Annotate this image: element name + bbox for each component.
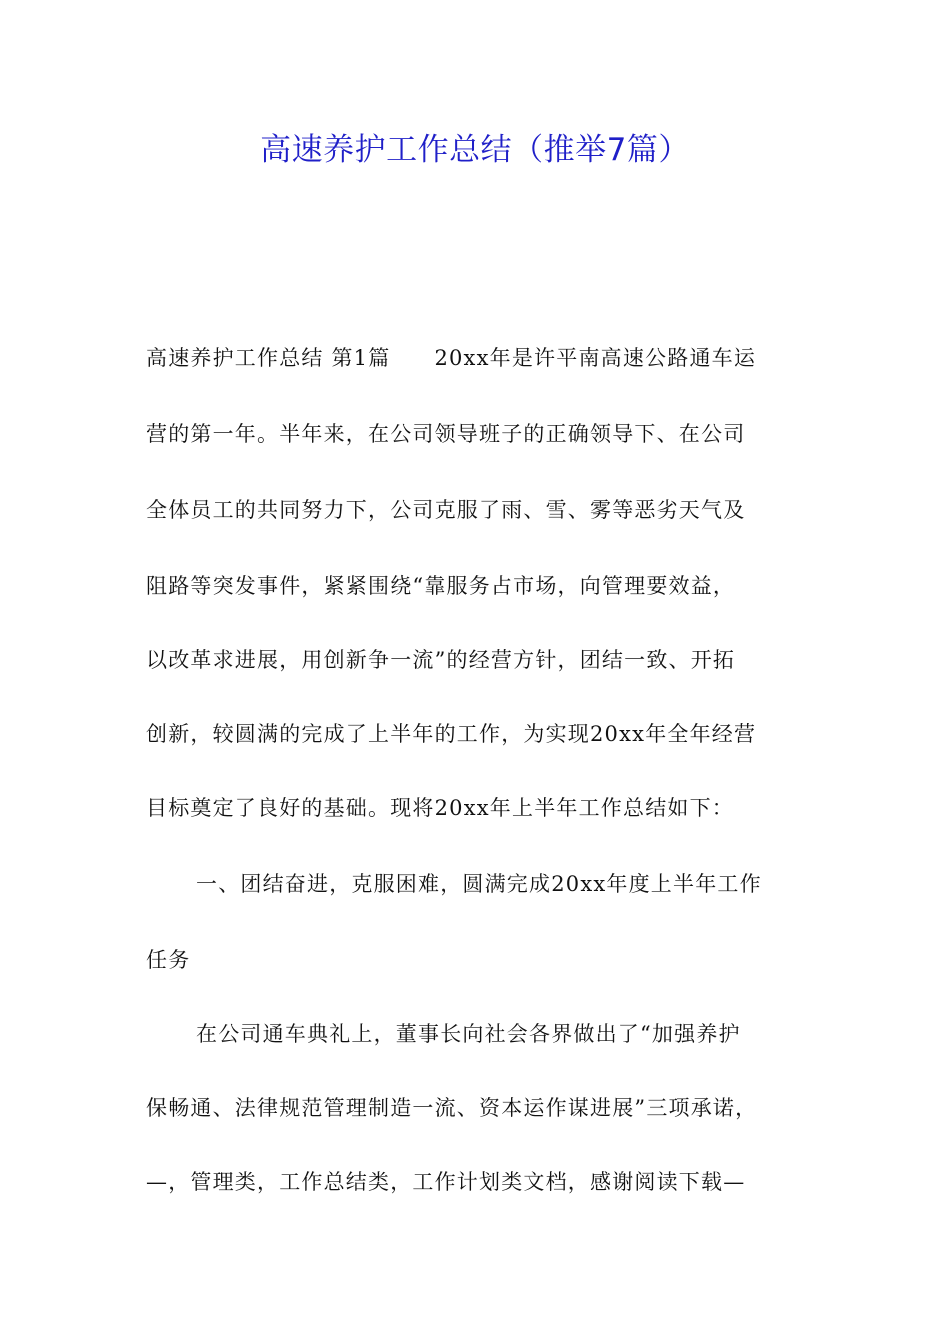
section-heading-1-cont: 任务 [146,948,191,972]
document-title: 高速养护工作总结（推举7篇） [260,132,690,168]
paragraph-line-8: 在公司通车典礼上，董事长向社会各界做出了“加强养护 [196,1022,741,1046]
paragraph-line-9: 保畅通、法律规范管理制造一流、资本运作谋进展”三项承诺， [146,1096,758,1120]
footer-note: —，管理类，工作总结类，工作计划类文档，感谢阅读下载— [146,1170,746,1194]
line-text: 20xx年是许平南高速公路通车运 [434,346,757,370]
paragraph-line-5: 以改革求进展，用创新争一流”的经营方针，团结一致、开拓 [146,648,736,672]
paragraph-line-7: 目标奠定了良好的基础。现将20xx年上半年工作总结如下： [146,796,735,820]
paragraph-line-1 [146,344,811,373]
paragraph-line-4: 阻路等突发事件，紧紧围绕“靠服务占市场，向管理要效益， [146,574,736,598]
section-heading-1: 一、团结奋进，克服困难，圆满完成20xx年度上半年工作 [196,872,762,896]
section-heading: 高速养护工作总结 第1篇 [146,346,391,370]
paragraph-line-6: 创新，较圆满的完成了上半年的工作，为实现20xx年全年经营 [146,722,757,746]
paragraph-line-2: 营的第一年。半年来，在公司领导班子的正确领导下、在公司 [146,422,746,446]
paragraph-line-3: 全体员工的共同努力下，公司克服了雨、雪、雾等恶劣天气及 [146,498,746,522]
